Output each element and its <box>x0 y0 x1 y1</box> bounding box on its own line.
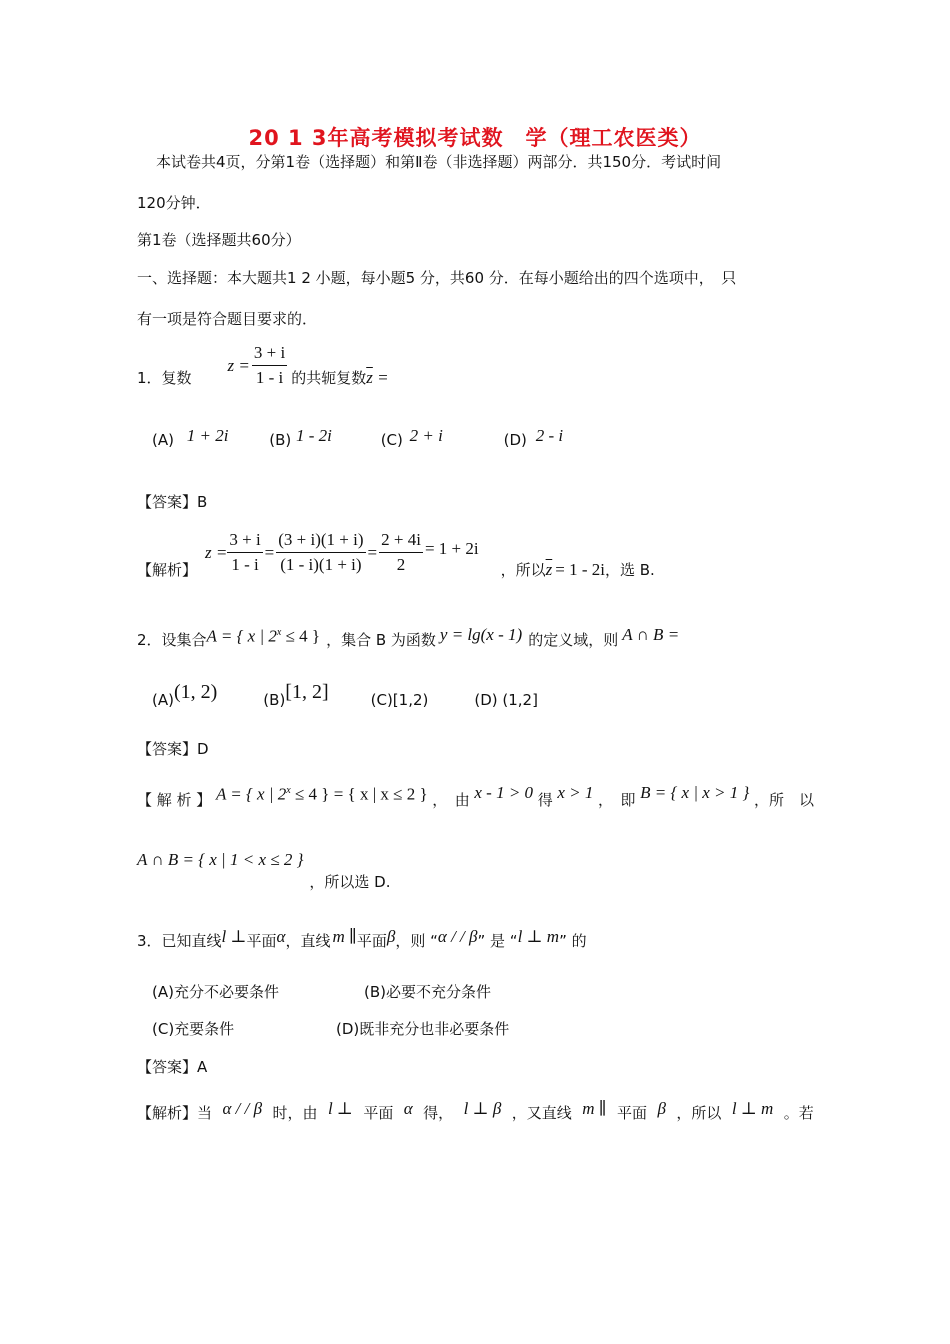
q1-frac-den: 1 - i <box>255 368 284 387</box>
q3-m-par: m ∥ <box>332 927 357 946</box>
q1-result: = 1 + 2i <box>424 539 479 558</box>
q3-s2: 时，由 <box>272 1104 318 1122</box>
question-3 <box>137 922 587 952</box>
q1-analysis-frac-2 <box>276 530 365 575</box>
exam-title: 20 1 3年高考模拟考试数 学（理工农医类） <box>248 126 702 150</box>
q1-opt-c: 2 + i <box>409 426 443 445</box>
q3-s14: 。若 <box>783 1104 814 1122</box>
q3-answer: 【答案】A <box>137 1058 208 1076</box>
q3-alpha: α <box>276 927 286 946</box>
q3-s7: l ⊥ β <box>463 1099 502 1118</box>
q2-a6: ， 即 <box>597 791 636 809</box>
question-1 <box>137 340 389 390</box>
q3-ze: ，则 “ <box>395 932 438 950</box>
q3-s10: 平面 <box>617 1104 648 1122</box>
q3-plane-2: 平面 <box>356 932 387 950</box>
q2-options <box>152 681 538 710</box>
q1-fraction <box>252 343 287 388</box>
q3-s3: l ⊥ <box>327 1099 353 1118</box>
q1-opt-d-label: (D) <box>503 431 527 449</box>
q2-a4: 得 <box>537 791 553 809</box>
q3-shi: ” 是 “ <box>477 932 518 950</box>
q2-opt-a: (1, 2) <box>173 681 218 703</box>
q3-s9: m ∥ <box>582 1099 607 1118</box>
q1-tail-1: ，所以 <box>500 561 546 579</box>
q3-analysis <box>137 1094 814 1124</box>
q1-analysis-frac-3 <box>379 530 423 575</box>
q2-line2-expr: A ∩ B = { x | 1 < x ≤ 2 } <box>137 850 304 869</box>
q1-mid: 的共轭复数 <box>291 369 367 387</box>
q3-s6: 得， <box>423 1104 454 1122</box>
q2-set-a <box>207 623 321 647</box>
q1-af3-num: 2 + 4i <box>379 530 423 553</box>
q2-a5: x > 1 <box>557 783 594 802</box>
q2-a1-end: ≤ 4 } = { x | x ≤ 2 } <box>294 784 428 804</box>
q2-opt-b: [1, 2] <box>285 681 329 703</box>
q3-opt-d: (D)既非充分也非必要条件 <box>336 1020 510 1038</box>
q1-opt-b-label: (B) <box>269 431 292 449</box>
q2-analysis-label: 【 解 析 】 <box>137 791 212 809</box>
q1-z: z = <box>227 356 250 375</box>
q1-options <box>152 426 564 450</box>
question-2 <box>137 620 679 650</box>
intro-line-2: 120分钟． <box>137 194 211 212</box>
q2-opt-a-label: (A) <box>152 691 174 709</box>
intro-line-1: 本试卷共4页，分第1卷（选择题）和第Ⅱ卷（非选择题）两部分．共150分．考试时间 <box>156 153 722 171</box>
q3-mid: ，直线 <box>285 932 331 950</box>
q1-af1-num: 3 + i <box>227 530 262 553</box>
q1-analysis-label: 【解析】 <box>137 561 198 579</box>
q3-beta: β <box>386 927 396 946</box>
q1-label: 1．复数 <box>137 369 192 387</box>
q1-opt-b: 1 - 2i <box>296 426 332 445</box>
q2-set-a-end: ≤ 4 } <box>285 626 321 646</box>
q2-set-a-exp: x <box>276 627 282 639</box>
q1-opt-a: 1 + 2i <box>186 426 229 445</box>
q2-a1-exp: x <box>286 785 291 797</box>
part1-header: 第1卷（选择题共60分） <box>137 231 301 249</box>
q2-a1: A = { x | 2 <box>215 784 287 804</box>
q3-cond-1: α / / β <box>437 927 478 946</box>
q1-eq-1: = <box>264 542 275 562</box>
q2-line2-tail: ，所以选 D. <box>309 873 391 891</box>
q3-s11: β <box>657 1099 666 1118</box>
q3-s1: α / / β <box>222 1099 263 1118</box>
q3-plane-1: 平面 <box>246 932 277 950</box>
q1-af1-den: 1 - i <box>231 555 259 574</box>
q1-af2-den: (1 - i)(1 + i) <box>280 555 362 574</box>
q1-analysis-z: z = <box>205 542 228 562</box>
q1-conj-z: $\overline{z}$ = <box>366 368 389 387</box>
q1-frac-num: 3 + i <box>252 343 287 366</box>
q1-opt-a-label: (A) <box>152 431 174 449</box>
q2-a7: B = { x | x > 1 } <box>640 783 750 802</box>
q3-s13: l ⊥ m <box>731 1099 774 1118</box>
q3-l-perp: l ⊥ <box>221 927 247 946</box>
section1-line-2: 有一项是符合题目要求的． <box>137 310 318 328</box>
q1-eq-2: = <box>367 542 378 562</box>
q1-tail-2: ，选 B. <box>604 561 655 579</box>
q3-opt-b: (B)必要不充分条件 <box>364 983 491 1001</box>
q1-af3-den: 2 <box>396 555 406 574</box>
q2-answer: 【答案】D <box>137 740 209 758</box>
q1-opt-d: 2 - i <box>535 426 564 445</box>
q3-cond-2: l ⊥ m <box>517 927 560 946</box>
q3-label: 3．已知直线 <box>137 932 222 950</box>
q3-opt-c: (C)充要条件 <box>152 1020 235 1038</box>
q3-s4: 平面 <box>363 1104 394 1122</box>
q1-answer: 【答案】B <box>137 493 208 511</box>
q2-a2: ， 由 <box>432 791 470 809</box>
q2-opt-c: (C)[1,2) <box>370 691 429 709</box>
q3-s5: α <box>403 1099 413 1118</box>
q3-analysis-label: 【解析】当 <box>137 1104 213 1122</box>
q2-analysis-line-2 <box>137 850 391 891</box>
q3-s8: ，又直线 <box>511 1104 572 1122</box>
q2-func: y = lg(x - 1) <box>439 625 523 644</box>
q3-s12: ，所以 <box>676 1104 722 1122</box>
q2-opt-d: (D) (1,2] <box>474 691 538 709</box>
q2-analysis-line-1 <box>137 778 814 808</box>
q2-a8: ，所 以 <box>753 791 814 809</box>
q2-set-a-text: A = { x | 2 <box>206 626 277 646</box>
section1-line-1: 一、选择题：本大题共1 2 小题，每小题5 分，共60 分．在每小题给出的四个选项中， 只 <box>137 269 737 287</box>
q1-af2-num: (3 + i)(1 + i) <box>276 530 365 553</box>
q3-de: ” 的 <box>559 932 587 950</box>
q2-label: 2．设集合 <box>137 631 207 649</box>
q1-conj-z-2: $\overline{z}$ <box>545 560 553 579</box>
q2-a3: x - 1 > 0 <box>474 783 534 802</box>
q1-opt-c-label: (C) <box>380 431 403 449</box>
q2-opt-b-label: (B) <box>263 691 286 709</box>
q2-ask: A ∩ B = <box>622 625 680 644</box>
q2-analysis-a <box>216 781 428 805</box>
q3-opt-a: (A)充分不必要条件 <box>152 983 279 1001</box>
q1-conj-result: = 1 - 2i <box>555 560 605 579</box>
q1-analysis <box>137 525 655 580</box>
q2-mid: ，集合 B 为函数 <box>326 631 436 649</box>
q1-analysis-frac-1 <box>227 530 262 575</box>
q2-tail: 的定义域，则 <box>528 631 619 649</box>
